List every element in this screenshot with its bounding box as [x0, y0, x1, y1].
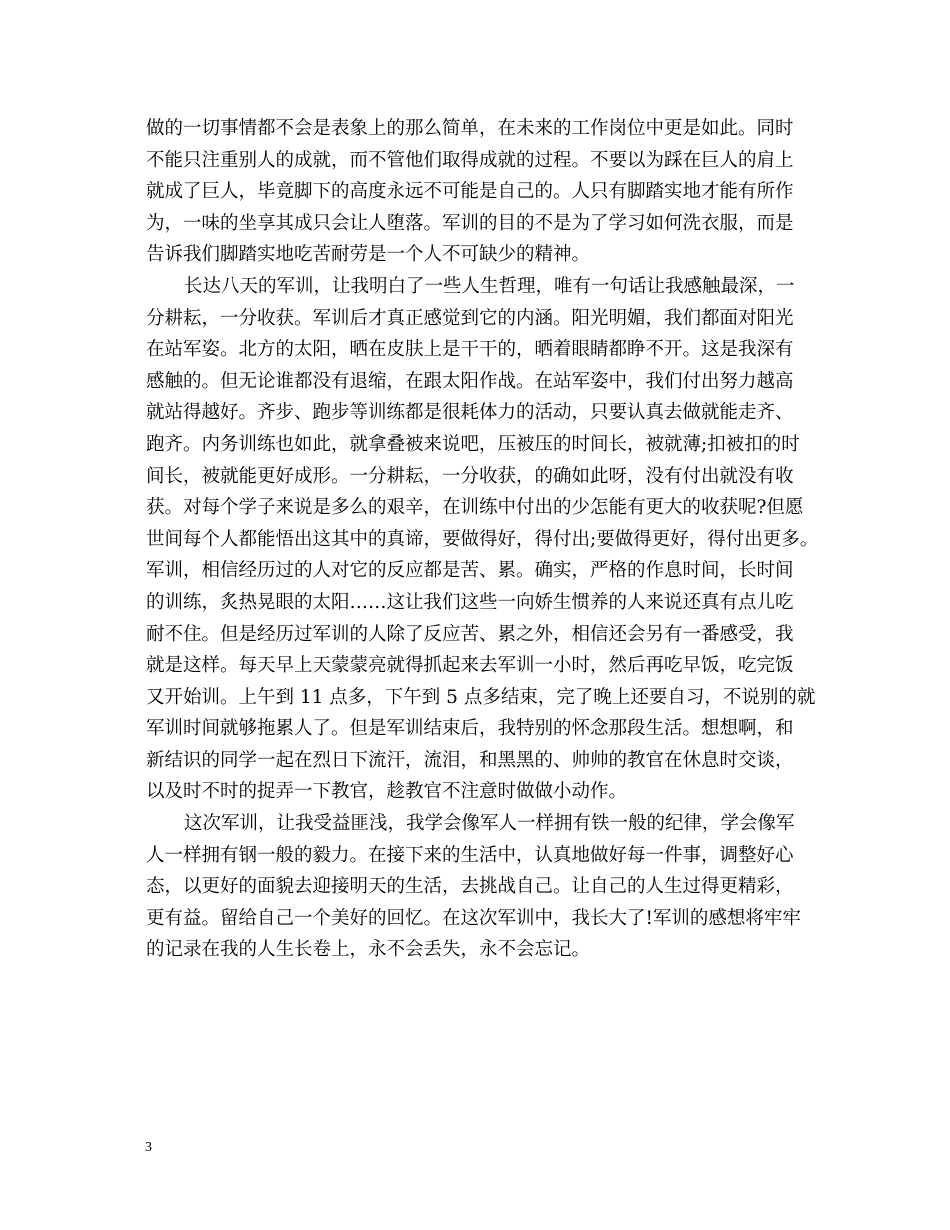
paragraph	[146, 113, 826, 271]
text-line: 军训，相信经历过的人对它的反应都是苦、累。确实，严格的作息时间，长时间	[146, 560, 794, 582]
text-line: 感触的。但无论谁都没有退缩，在跟太阳作战。在站军姿中，我们付出努力越高	[146, 370, 794, 392]
text-line: 这次军训，让我受益匪浅，我学会像军人一样拥有铁一般的纪律，学会像军	[184, 813, 795, 835]
text-line: 耐不住。但是经历过军训的人除了反应苦、累之外，相信还会另有一番感受，我	[146, 623, 794, 645]
text-line: 态，以更好的面貌去迎接明天的生活，去挑战自己。让自己的人生过得更精彩，	[146, 876, 794, 898]
page-number: 3	[145, 1140, 152, 1155]
text-line: 以及时不时的捉弄一下教官，趁教官不注意时做做小动作。	[146, 781, 628, 803]
text-line: 就成了巨人，毕竟脚下的高度永远不可能是自己的。人只有脚踏实地才能有所作	[146, 181, 794, 203]
paragraph	[146, 271, 826, 808]
text-line: 又开始训。上午到 11 点多，下午到 5 点多结束，完了晚上还要自习，不说别的就	[146, 686, 816, 708]
text-line: 就站得越好。齐步、跑步等训练都是很耗体力的活动，只要认真去做就能走齐、	[146, 402, 794, 424]
text-line: 在站军姿。北方的太阳，晒在皮肤上是干干的，晒着眼睛都睁不开。这是我深有	[146, 339, 794, 361]
text-line: 世间每个人都能悟出这其中的真谛，要做得好，得付出;要做得更好，得付出更多。	[146, 528, 819, 550]
text-line: 更有益。留给自己一个美好的回忆。在这次军训中，我长大了!军训的感想将牢牢	[146, 907, 801, 929]
text-line: 长达八天的军训，让我明白了一些人生哲理，唯有一句话让我感触最深，一	[184, 275, 795, 297]
text-line: 的记录在我的人生长卷上，永不会丢失，永不会忘记。	[146, 939, 591, 961]
body-text	[146, 113, 826, 966]
text-line: 告诉我们脚踏实地吃苦耐劳是一个人不可缺少的精神。	[146, 244, 591, 266]
text-line: 跑齐。内务训练也如此，就拿叠被来说吧，压被压的时间长，被就薄;扣被扣的时	[146, 433, 800, 455]
text-line: 不能只注重别人的成就，而不管他们取得成就的过程。不要以为踩在巨人的肩上	[146, 149, 794, 171]
text-line: 就是这样。每天早上天蒙蒙亮就得抓起来去军训一小时，然后再吃早饭，吃完饭	[146, 655, 794, 677]
paragraph	[146, 808, 826, 966]
text-line: 获。对每个学子来说是多么的艰辛，在训练中付出的少怎能有更大的收获呢?但愿	[146, 497, 804, 519]
text-line: 为，一味的坐享其成只会让人堕落。军训的目的不是为了学习如何洗衣服，而是	[146, 212, 794, 234]
text-line: 人一样拥有钢一般的毅力。在接下来的生活中，认真地做好每一件事，调整好心	[146, 844, 794, 866]
text-line: 新结识的同学一起在烈日下流汗，流泪，和黑黑的、帅帅的教官在休息时交谈，	[146, 749, 794, 771]
text-line: 做的一切事情都不会是表象上的那么简单，在未来的工作岗位中更是如此。同时	[146, 118, 794, 139]
text-line: 间长，被就能更好成形。一分耕耘，一分收获，的确如此呀，没有付出就没有收	[146, 465, 794, 487]
text-line: 的训练，炙热晃眼的太阳……这让我们这些一向娇生惯养的人来说还真有点儿吃	[146, 591, 794, 613]
text-line: 军训时间就够拖累人了。但是军训结束后，我特别的怀念那段生活。想想啊，和	[146, 718, 794, 740]
text-line: 分耕耘，一分收获。军训后才真正感觉到它的内涵。阳光明媚，我们都面对阳光	[146, 307, 794, 329]
